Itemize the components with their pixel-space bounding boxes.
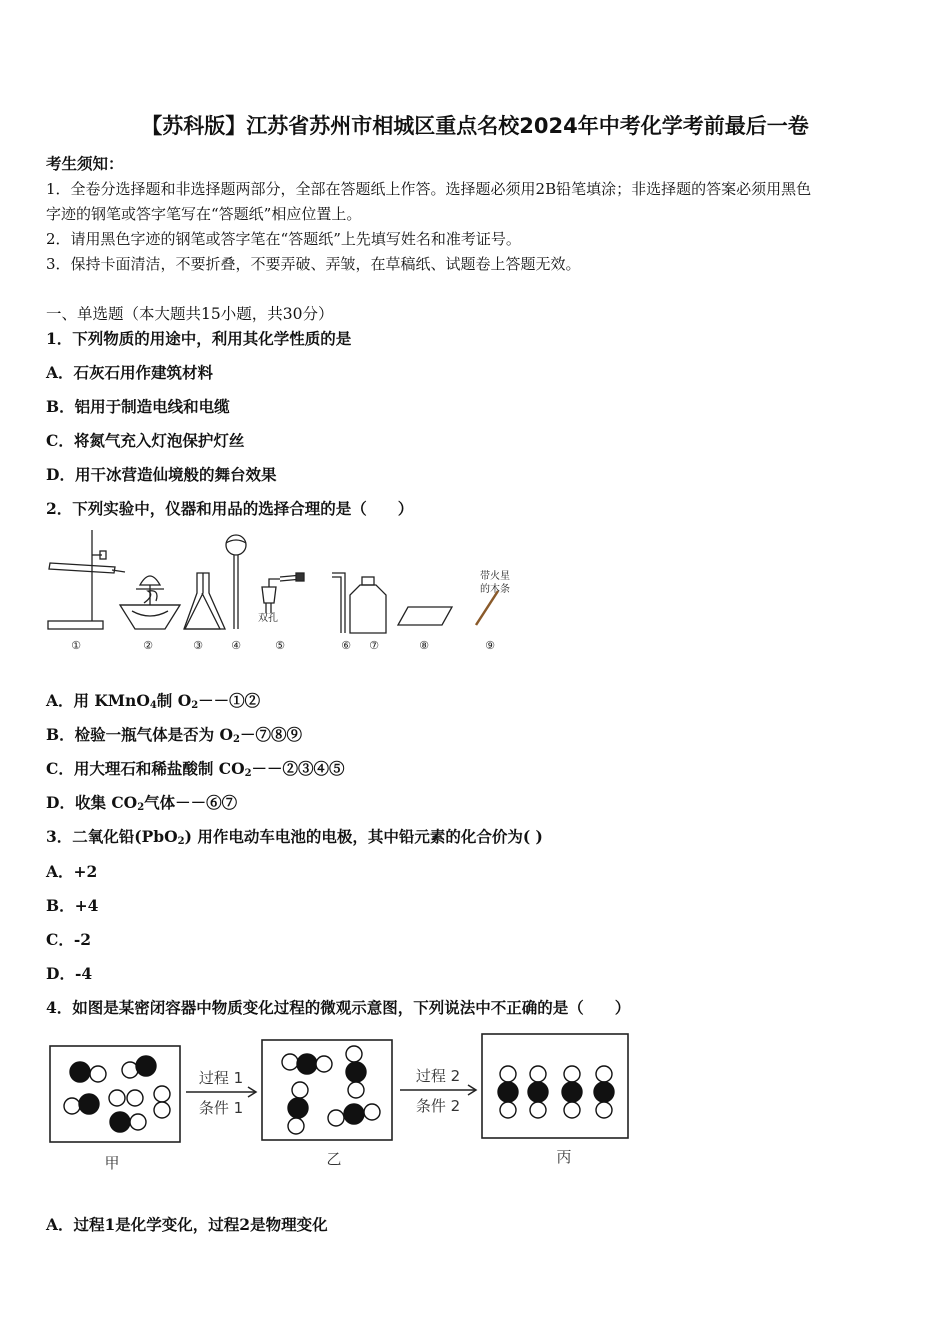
fig-label-3: ③ xyxy=(193,639,203,652)
q2-option-a: A．用 KMnO$_4$制 $O_2--①②$ xyxy=(46,691,261,711)
q3-option-b: B．+4 xyxy=(46,896,99,915)
gas-bottle-icon xyxy=(350,577,386,633)
fig-label-1: ① xyxy=(71,639,81,652)
double-hole-label: 双孔 xyxy=(258,613,278,624)
fig-label-2: ② xyxy=(143,639,153,652)
process2-bottom-label: 条件 2 xyxy=(415,1097,461,1115)
notice-item-1-line-2: 字迹的钢笔或答字笔写在“答题纸”相应位置上。 xyxy=(46,205,362,223)
label-yi: 乙 xyxy=(326,1150,342,1168)
process1-top-label: 过程 1 xyxy=(198,1069,244,1087)
notice-heading: 考生须知： xyxy=(46,154,124,173)
fig-label-7: ⑦ xyxy=(369,639,379,652)
notice-item-2: 2．请用黑色字迹的钢笔或答字笔在“答题纸”上先填写姓名和准考证号。 xyxy=(46,230,521,248)
q3-stem: 3．二氧化铅(PbO$_2$) 用作电动车电池的电极，其中铅元素的化合价为( ) xyxy=(46,827,543,847)
fig-label-6: ⑥ xyxy=(341,639,351,652)
q2-apparatus-figure xyxy=(40,525,540,660)
q2-option-b: B．检验一瓶气体是否为 $O_2-⑦⑧⑨$ xyxy=(46,725,302,745)
fig-label-4: ④ xyxy=(231,639,241,652)
label-bing: 丙 xyxy=(556,1148,572,1166)
iron-stand-icon xyxy=(48,530,125,629)
q1-option-a: A．石灰石用作建筑材料 xyxy=(46,363,214,382)
fig-label-8: ⑧ xyxy=(419,639,429,652)
process1-bottom-label: 条件 1 xyxy=(198,1099,244,1117)
thistle-funnel-icon xyxy=(226,535,246,629)
delivery-tube-icon xyxy=(332,573,345,633)
glowing-splint-icon xyxy=(476,591,498,625)
page-title: 【苏科版】江苏省苏州市相城区重点名校2024年中考化学考前最后一卷 xyxy=(141,114,809,138)
q2-option-c: C．用大理石和稀盐酸制 $CO_2--②③④⑤$ xyxy=(46,759,345,779)
q1-option-d: D．用干冰营造仙境般的舞台效果 xyxy=(46,465,277,484)
q4-stem: 4．如图是某密闭容器中物质变化过程的微观示意图，下列说法中不正确的是（ ） xyxy=(46,998,631,1017)
q1-option-b: B．铝用于制造电线和电缆 xyxy=(46,397,230,416)
q4-particle-diagram xyxy=(44,1028,636,1178)
fig-label-9: ⑨ xyxy=(485,639,495,652)
section-heading: 一、单选题（本大题共15小题，共30分） xyxy=(46,305,334,323)
process2-top-label: 过程 2 xyxy=(415,1067,461,1085)
label-jia: 甲 xyxy=(104,1154,120,1172)
two-hole-stopper-icon xyxy=(262,573,304,613)
alcohol-lamp-icon xyxy=(120,576,180,629)
splint-label-2: 的木条 xyxy=(480,584,510,595)
q3-option-c: C．-2 xyxy=(46,930,92,949)
splint-label-1: 带火星 xyxy=(480,571,510,582)
q3-option-d: D．-4 xyxy=(46,964,93,983)
fig-label-5: ⑤ xyxy=(275,639,285,652)
q2-stem: 2．下列实验中，仪器和用品的选择合理的是（ ） xyxy=(46,499,414,518)
q4-option-a: A．过程1是化学变化，过程2是物理变化 xyxy=(46,1215,328,1234)
notice-item-1-line-1: 1．全卷分选择题和非选择题两部分，全部在答题纸上作答。选择题必须用2B铅笔填涂；非选择题的答案必须用黑色 xyxy=(46,180,812,198)
q3-option-a: A．+2 xyxy=(46,862,98,881)
notice-item-3: 3．保持卡面清洁，不要折叠，不要弄破、弄皱，在草稿纸、试题卷上答题无效。 xyxy=(46,255,581,273)
q1-option-c: C．将氮气充入灯泡保护灯丝 xyxy=(46,431,245,450)
glass-plate-icon xyxy=(398,607,452,625)
conical-flask-icon xyxy=(184,573,225,629)
q1-stem: 1．下列物质的用途中，利用其化学性质的是 xyxy=(46,329,352,348)
q2-option-d: D．收集 $CO_2$气体－－⑥⑦ xyxy=(46,793,238,813)
